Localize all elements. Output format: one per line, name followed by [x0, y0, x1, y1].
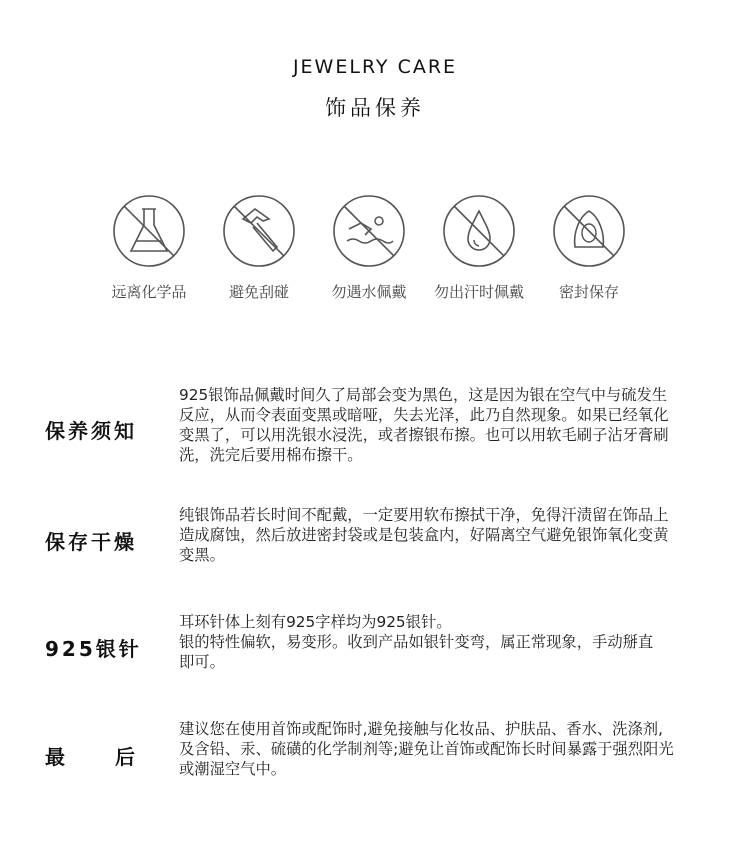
- care-label-sealed: 密封保存: [558, 283, 619, 301]
- flask-icon: [111, 193, 187, 269]
- section-text-care-notice: 925银饰品佩戴时间久了局部会变为黑色，这是因为银在空气中与硫发生 反应，从而令表面变黑或暗哑，失去光泽，此乃自然现象。如果已经氧化 变黑了，可以用洗银水浸洗，或者擦银布擦。也可以用软毛刷子沾牙膏刷 洗，洗完后要用棉布擦干。: [179, 386, 669, 464]
- section-text-silver-needle: 耳环针体上刻有925字样均为925银针。 银的特性偏软，易变形。收到产品如银针变弯，属正常现象，手动掰直 即可。: [179, 613, 654, 671]
- section-title-care-notice: 保养须知: [45, 419, 137, 443]
- care-item-sealed: [544, 193, 634, 302]
- care-item-scratch: [214, 193, 304, 302]
- care-label-water: 勿遇水佩戴: [331, 283, 407, 301]
- section-title-final-char-1: 最: [45, 745, 65, 769]
- section-title-keep-dry: 保存干燥: [45, 530, 137, 554]
- page-title-en: JEWELRY CARE: [292, 56, 458, 78]
- care-label-sweat: 勿出汗时佩戴: [434, 283, 525, 301]
- page-title-cn: 饰品保养: [325, 96, 425, 120]
- section-title-silver-needle: 925银针: [45, 637, 142, 661]
- section-title-final: [45, 741, 135, 770]
- section-text-final: 建议您在使用首饰或配饰时,避免接触与化妆品、护肤品、香水、洗涤剂, 及含铅、汞、硫磺的化学制剂等;避免让首饰或配饰长时间暴露于强烈阳光 或潮湿空气中。: [179, 720, 674, 778]
- section-title-final-char-2: 后: [115, 745, 135, 769]
- drop-icon: [441, 193, 517, 269]
- hammer-icon: [221, 193, 297, 269]
- care-item-water: [324, 193, 414, 302]
- section-text-keep-dry: 纯银饰品若长时间不配戴，一定要用软布擦拭干净，免得汗渍留在饰品上 造成腐蚀，然后放进密封袋或是包装盒内，好隔离空气避免银饰氧化变黄 变黑。: [179, 506, 669, 564]
- care-icons-row: [104, 193, 634, 313]
- care-label-scratch: 避免刮碰: [228, 283, 289, 301]
- swimmer-icon: [331, 193, 407, 269]
- ring-box-icon: [551, 193, 627, 269]
- care-item-sweat: [434, 193, 524, 302]
- care-item-chemicals: [104, 193, 194, 302]
- care-label-chemicals: 远离化学品: [111, 283, 187, 301]
